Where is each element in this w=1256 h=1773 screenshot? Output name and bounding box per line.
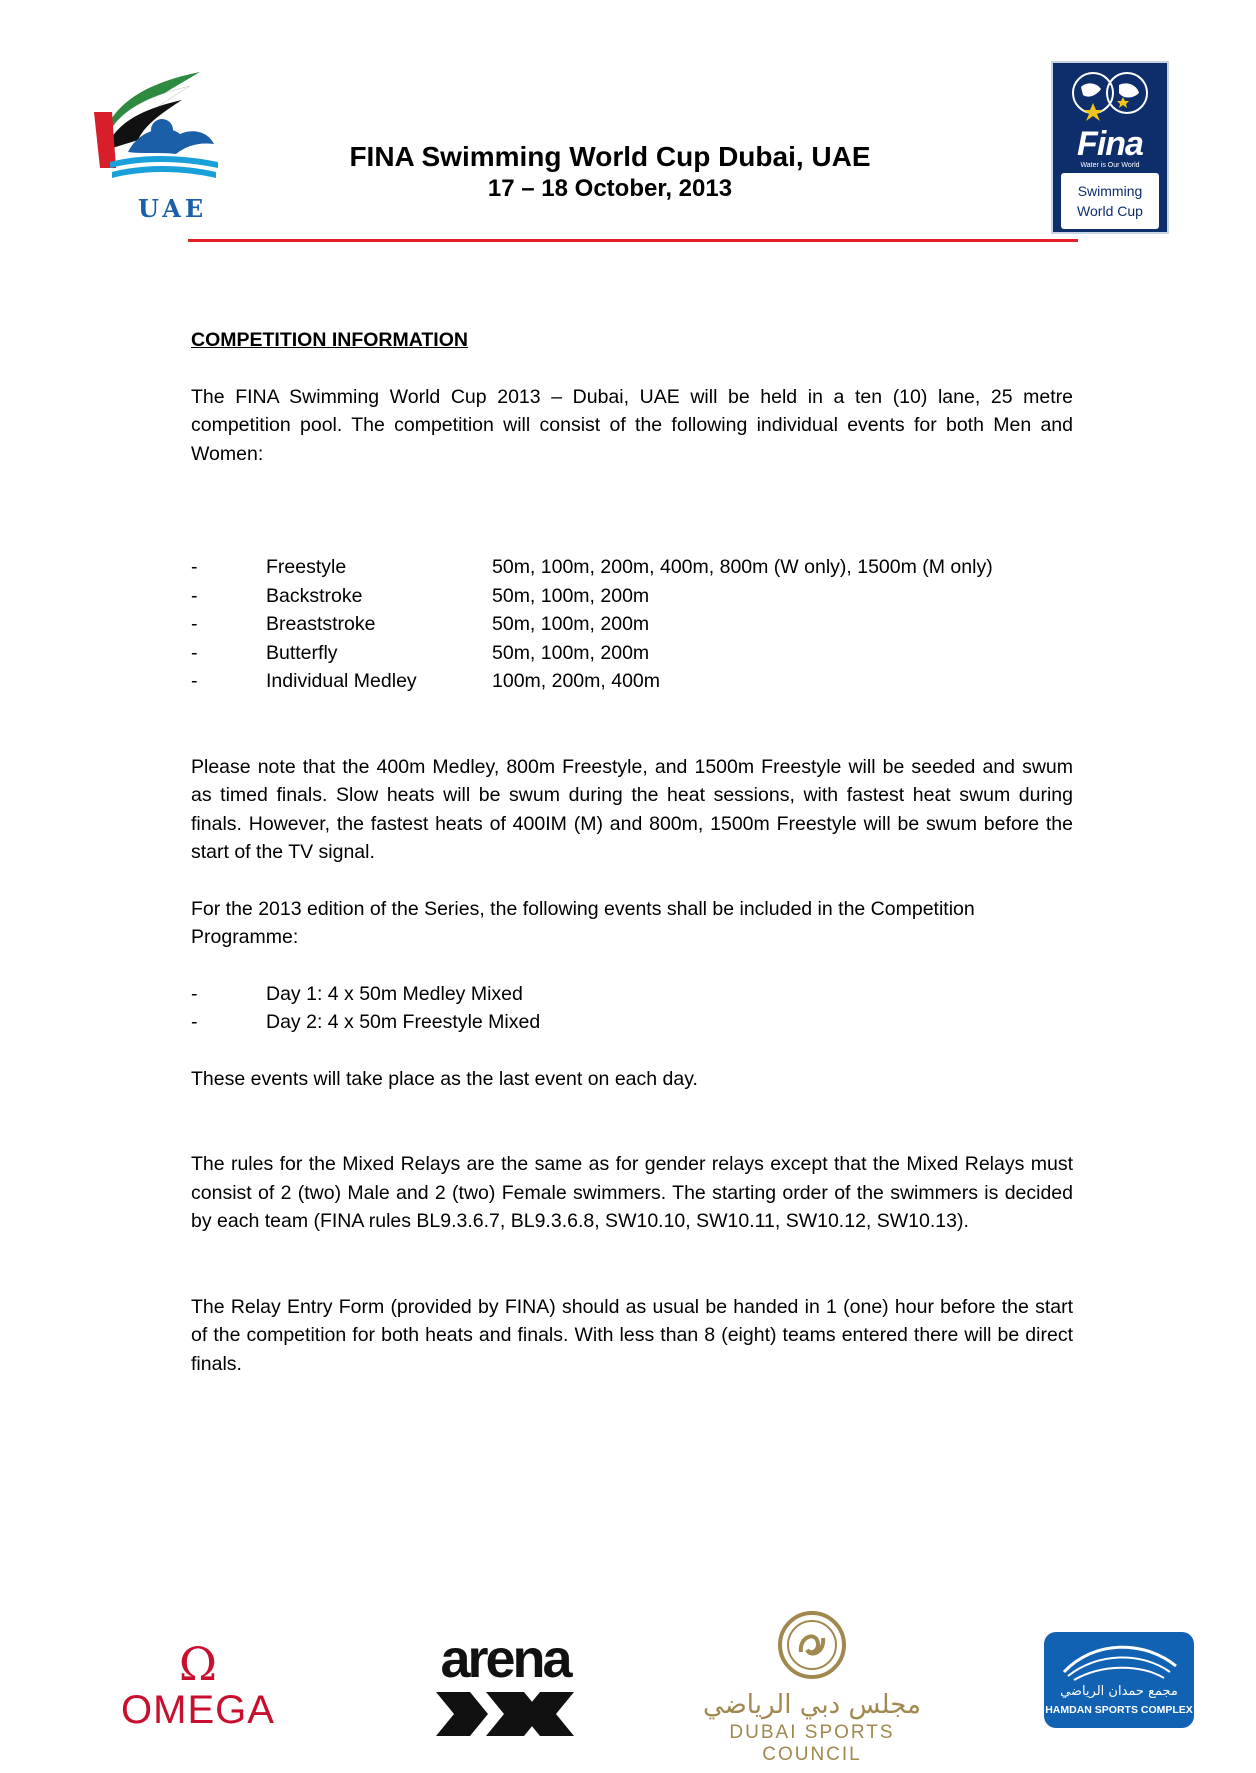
fina-world-cup-logo [1051, 61, 1169, 234]
list-item [191, 582, 1073, 611]
section-heading: COMPETITION INFORMATION [191, 329, 468, 351]
document-header-title [300, 140, 920, 204]
uae-swimming-logo [90, 72, 240, 222]
bullet-dash: - [191, 982, 198, 1005]
event-title: FINA Swimming World Cup Dubai, UAE [349, 141, 871, 172]
swimming-world-cup-label [1061, 173, 1159, 229]
list-item [191, 639, 1073, 668]
event-name: Backstroke [266, 584, 363, 607]
bullet-dash: - [191, 584, 198, 607]
events-list [191, 553, 1073, 696]
event-distances: 100m, 200m, 400m [492, 670, 661, 692]
omega-wordmark: OMEGA [121, 1688, 275, 1732]
omega-logo [108, 1637, 288, 1740]
arena-diamond-icon [430, 1686, 580, 1742]
list-item [191, 553, 1073, 582]
mixed-relay-list [191, 980, 1073, 1037]
spacer [191, 696, 1073, 753]
bullet-dash: - [191, 670, 198, 692]
last-event-paragraph: These events will take place as the last event on each day. [191, 1067, 698, 1090]
arena-wordmark: arena [440, 1629, 570, 1689]
bullet-dash: - [191, 556, 198, 578]
list-item [191, 610, 1073, 639]
bullet-dash: - [191, 1011, 198, 1033]
event-distances: 50m, 100m, 200m [492, 613, 650, 635]
event-name: Breaststroke [266, 613, 376, 635]
arena-logo [430, 1629, 580, 1752]
fina-wordmark: Fina [1077, 125, 1143, 163]
document-body [191, 326, 1073, 1378]
event-distances: 50m, 100m, 200m, 400m, 800m (W only), 1500m (M only) [492, 556, 993, 578]
mixed-event-label: Day 1: 4 x 50m Medley Mixed [266, 982, 523, 1005]
hamdan-english-name: HAMDAN SPORTS COMPLEX [1045, 1704, 1193, 1716]
dsc-emblem-icon [777, 1610, 847, 1680]
dsc-arabic-name: مجلس دبي الرياضي [703, 1690, 921, 1720]
list-item [191, 980, 1073, 1009]
intro-paragraph: The FINA Swimming World Cup 2013 – Dubai, UAE will be held in a ten (10) lane, 25 metre competition pool. The competition will consist of the following individual events for both Men and Women: [191, 385, 1073, 465]
relay-entry-paragraph: The Relay Entry Form (provided by FINA) should as usual be handed in 1 (one) hour before the start of the competition for both heats and finals. With less than 8 (eight) teams entered there will be direct finals. [191, 1295, 1073, 1375]
event-name: Individual Medley [266, 670, 417, 692]
spacer [191, 1093, 1073, 1150]
event-name: Butterfly [266, 641, 338, 664]
fina-tagline: Water is Our World [1080, 162, 1140, 169]
hamdan-arabic-name: مجمع حمدان الرياضي [1060, 1684, 1178, 1699]
series-paragraph: For the 2013 edition of the Series, the following events shall be included in the Competition Programme: [191, 897, 975, 948]
event-name: Freestyle [266, 556, 347, 578]
list-item [191, 1008, 1073, 1037]
uae-logo-text: UAE [138, 194, 208, 223]
dsc-english-name: DUBAI SPORTS COUNCIL [729, 1722, 895, 1765]
dubai-sports-council-logo [692, 1608, 932, 1765]
spacer [191, 1236, 1073, 1293]
header-divider [188, 239, 1078, 242]
event-distances: 50m, 100m, 200m [492, 584, 650, 607]
event-distances: 50m, 100m, 200m [492, 641, 650, 664]
fina-box-line2: World Cup [1077, 203, 1143, 219]
seeding-note-paragraph: Please note that the 400m Medley, 800m Freestyle, and 1500m Freestyle will be seeded and swum as timed finals. Slow heats will be swum during the heat sessions, with fastest heat swum during finals. However, the fastest heats of 400IM (M) and 800m, 1500m Freestyle will be swum before the start of the TV signal. [191, 755, 1073, 863]
event-dates: 17 – 18 October, 2013 [487, 175, 733, 202]
list-item [191, 667, 1073, 696]
spacer [191, 867, 1073, 895]
omega-symbol-icon: Ω [178, 1637, 218, 1691]
spacer [191, 1037, 1073, 1065]
hamdan-sports-complex-logo [1044, 1632, 1194, 1728]
bullet-dash: - [191, 641, 198, 664]
bullet-dash: - [191, 613, 198, 635]
spacer [191, 468, 1073, 553]
stadium-icon [1044, 1636, 1194, 1686]
mixed-relay-rules-paragraph: The rules for the Mixed Relays are the same as for gender relays except that the Mixed Relays must consist of 2 (two) Male and 2 (two) Female swimmers. The starting order of the swimmers is decided by each team (FINA rules BL9.3.6.7, BL9.3.6.8, SW10.10, SW10.11, SW10.12, SW10.13). [191, 1153, 1073, 1232]
mixed-event-label: Day 2: 4 x 50m Freestyle Mixed [266, 1011, 541, 1033]
fina-box-line1: Swimming [1077, 183, 1143, 199]
globe-icon [1053, 63, 1167, 123]
spacer [191, 952, 1073, 980]
